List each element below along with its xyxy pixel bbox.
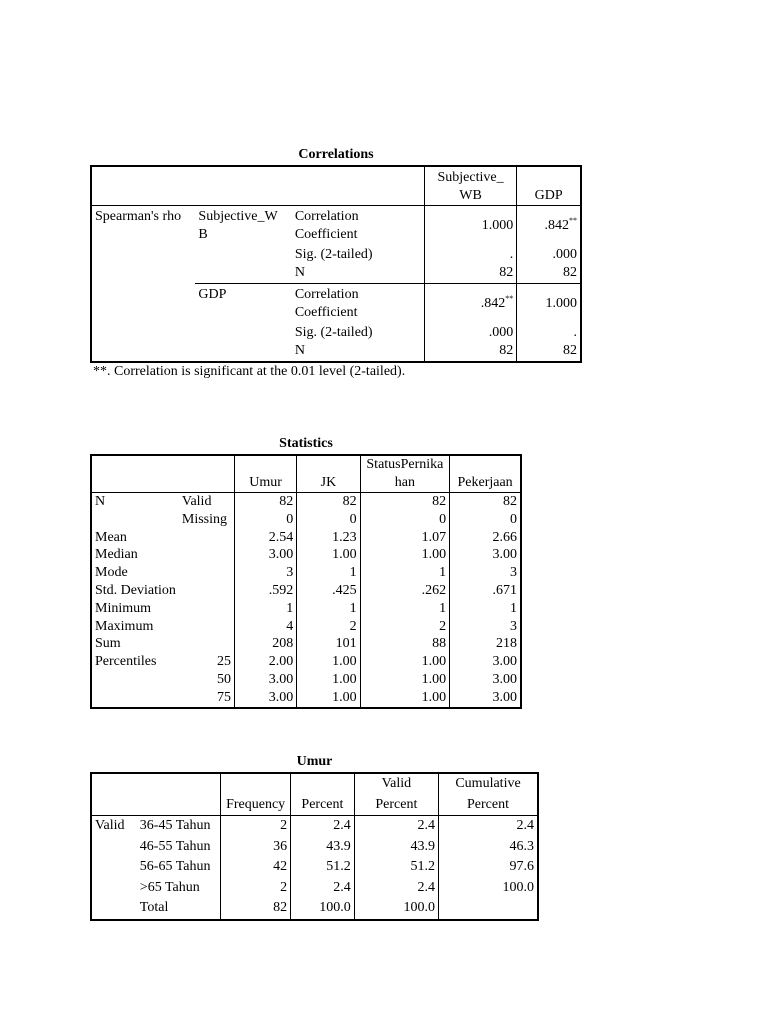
- table-cell: 1.00: [297, 546, 360, 564]
- correlations-title: Correlations: [298, 147, 374, 162]
- table-cell: 1: [360, 600, 450, 618]
- cell-coef: 1.000: [517, 283, 581, 323]
- table-cell: 0: [360, 511, 450, 529]
- table-cell: 43.9: [291, 837, 355, 858]
- table-cell: 82: [235, 493, 297, 511]
- row-sublabel: 50: [217, 671, 232, 687]
- col-header-pekerjaan: Pekerjaan: [450, 455, 521, 493]
- table-cell: 2: [221, 878, 291, 899]
- table-cell: 0: [235, 511, 297, 529]
- correlations-footnote: **. Correlation is significant at the 0.01 level (2-tailed).: [93, 364, 406, 379]
- stat-label-sig: Sig. (2-tailed): [294, 324, 373, 340]
- table-cell: 36: [221, 837, 291, 858]
- table-cell: 3.00: [235, 689, 297, 708]
- row-label: Mode: [95, 565, 128, 581]
- col-header-gdp: GDP: [517, 166, 581, 206]
- table-cell: 218: [450, 635, 521, 653]
- table-cell: 1: [297, 564, 360, 582]
- col-header-statuspernikahan: StatusPernika han: [360, 455, 450, 493]
- table-row: [91, 635, 521, 653]
- umur-title: Umur: [296, 754, 333, 769]
- cell-n: 82: [517, 342, 581, 362]
- table-cell: 1: [450, 600, 521, 618]
- row-label: Maximum: [95, 618, 154, 634]
- table-cell: 100.0: [439, 878, 538, 899]
- col-header-subjective-wb: Subjective_ WB: [424, 166, 516, 206]
- table-row: [91, 564, 521, 582]
- stat-label-coef: Correlation Coefficient: [294, 209, 359, 242]
- table-cell: 2.4: [439, 816, 538, 837]
- table-cell: 100.0: [354, 898, 438, 920]
- table-cell: 2.00: [235, 653, 297, 671]
- table-cell: 82: [360, 493, 450, 511]
- row-label: Mean: [95, 529, 127, 545]
- table-cell: 2.4: [291, 816, 355, 837]
- table-cell: 82: [450, 493, 521, 511]
- table-row: [91, 878, 538, 899]
- table-cell: 43.9: [354, 837, 438, 858]
- table-cell: 51.2: [291, 857, 355, 878]
- table-row: [91, 582, 521, 600]
- table-cell: 42: [221, 857, 291, 878]
- col-header-cumulative-percent: Cumulative Percent: [439, 773, 538, 816]
- cell-coef: 1.000: [424, 206, 516, 246]
- col-header-frequency: Frequency: [221, 773, 291, 816]
- table-cell: 2.66: [450, 529, 521, 547]
- table-cell: 1.07: [360, 529, 450, 547]
- table-row: [91, 618, 521, 636]
- row-sublabel: [179, 582, 235, 600]
- table-row: [91, 837, 538, 858]
- table-cell: 3.00: [450, 653, 521, 671]
- row-label: [91, 898, 137, 920]
- row-label: Valid: [95, 818, 125, 833]
- cell-coef: .842**: [517, 206, 581, 246]
- table-cell: 82: [221, 898, 291, 920]
- table-cell: 3.00: [235, 671, 297, 689]
- stat-label-sig: Sig. (2-tailed): [294, 246, 373, 262]
- col-header-valid-percent: Valid Percent: [354, 773, 438, 816]
- table-cell: 1.00: [360, 653, 450, 671]
- col-header-umur: Umur: [235, 455, 297, 493]
- table-cell: 51.2: [354, 857, 438, 878]
- row-label: Percentiles: [95, 654, 157, 670]
- table-cell: 82: [297, 493, 360, 511]
- umur-table: [90, 772, 539, 921]
- row-sublabel: [179, 529, 235, 547]
- row-label: Minimum: [95, 600, 152, 616]
- statistics-table: [90, 454, 522, 709]
- table-cell: 0: [450, 511, 521, 529]
- row-label: [91, 689, 179, 708]
- table-cell: .425: [297, 582, 360, 600]
- cell-n: 82: [424, 342, 516, 362]
- stat-label-n: N: [294, 265, 305, 281]
- table-cell: 4: [235, 618, 297, 636]
- table-row: [91, 689, 521, 708]
- table-cell: 1: [360, 564, 450, 582]
- table-cell: 1.00: [360, 689, 450, 708]
- row-label: [91, 857, 137, 878]
- table-cell: 1.00: [360, 546, 450, 564]
- table-cell: 101: [297, 635, 360, 653]
- table-cell: .262: [360, 582, 450, 600]
- row-sublabel: [179, 600, 235, 618]
- table-cell: 1: [235, 600, 297, 618]
- table-cell: 0: [297, 511, 360, 529]
- statistics-title: Statistics: [279, 436, 333, 451]
- table-cell: 2: [221, 816, 291, 837]
- table-cell: 208: [235, 635, 297, 653]
- row-label: [91, 511, 179, 529]
- var1-label: Subjective_W B: [198, 209, 278, 242]
- table-row: [91, 600, 521, 618]
- row-sublabel: [179, 618, 235, 636]
- table-row: [91, 671, 521, 689]
- row-label: Std. Deviation: [95, 582, 176, 598]
- cell-n: 82: [517, 264, 581, 283]
- row-label: [91, 878, 137, 899]
- table-cell: 3.00: [450, 689, 521, 708]
- table-row: [91, 816, 538, 837]
- table-cell: 2.4: [354, 816, 438, 837]
- row-sublabel: 46-55 Tahun: [139, 838, 211, 854]
- table-cell: 2: [297, 618, 360, 636]
- table-cell: 3.00: [450, 671, 521, 689]
- table-cell: 1: [297, 600, 360, 618]
- row-label: [91, 671, 179, 689]
- table-cell: 2: [360, 618, 450, 636]
- stat-label-n: N: [294, 343, 305, 359]
- table-cell: 1.00: [297, 671, 360, 689]
- table-cell: .671: [450, 582, 521, 600]
- row-label: Sum: [95, 636, 121, 652]
- table-cell: 2.4: [354, 878, 438, 899]
- table-cell: 1.00: [360, 671, 450, 689]
- table-cell: 3.00: [235, 546, 297, 564]
- cell-sig: .: [517, 324, 581, 343]
- table-cell: 88: [360, 635, 450, 653]
- table-cell: 97.6: [439, 857, 538, 878]
- row-sublabel: 56-65 Tahun: [139, 859, 211, 874]
- stat-label-coef: Correlation Coefficient: [292, 283, 425, 323]
- row-sublabel: Valid: [181, 494, 212, 509]
- rho-label: Spearman's rho: [95, 209, 182, 224]
- col-header-jk: JK: [297, 455, 360, 493]
- row-label: N: [95, 494, 106, 509]
- table-cell: 2.54: [235, 529, 297, 547]
- table-cell: 100.0: [291, 898, 355, 920]
- row-label: Median: [95, 547, 138, 563]
- table-row: [91, 898, 538, 920]
- row-sublabel: Total: [139, 900, 169, 915]
- row-label: [91, 837, 137, 858]
- table-cell: 3.00: [450, 546, 521, 564]
- cell-sig: .000: [517, 246, 581, 265]
- table-row: [91, 511, 521, 529]
- row-sublabel: Missing: [181, 511, 228, 527]
- row-sublabel: >65 Tahun: [139, 879, 200, 895]
- table-row: [91, 493, 521, 511]
- row-sublabel: [179, 564, 235, 582]
- table-cell: 3: [450, 618, 521, 636]
- var2-label: GDP: [195, 283, 291, 323]
- table-cell: 1.00: [297, 689, 360, 708]
- row-sublabel: [179, 546, 235, 564]
- col-header-percent: Percent: [291, 773, 355, 816]
- table-cell: 1.23: [297, 529, 360, 547]
- cell-n: 82: [424, 264, 516, 283]
- cell-sig: .000: [424, 324, 516, 343]
- table-row: [91, 653, 521, 671]
- table-cell: 46.3: [439, 837, 538, 858]
- table-cell: .592: [235, 582, 297, 600]
- table-cell: 3: [235, 564, 297, 582]
- table-row: [91, 529, 521, 547]
- table-cell: 3: [450, 564, 521, 582]
- cell-sig: .: [424, 246, 516, 265]
- row-sublabel: 75: [217, 689, 232, 705]
- row-sublabel: 25: [217, 654, 232, 670]
- correlations-table: [90, 165, 582, 363]
- table-row: [91, 857, 538, 878]
- row-sublabel: 36-45 Tahun: [139, 818, 211, 833]
- table-cell: 1.00: [297, 653, 360, 671]
- table-cell: [439, 898, 538, 920]
- table-cell: 2.4: [291, 878, 355, 899]
- table-row: [91, 546, 521, 564]
- cell-coef: .842**: [424, 283, 516, 323]
- row-sublabel: [179, 635, 235, 653]
